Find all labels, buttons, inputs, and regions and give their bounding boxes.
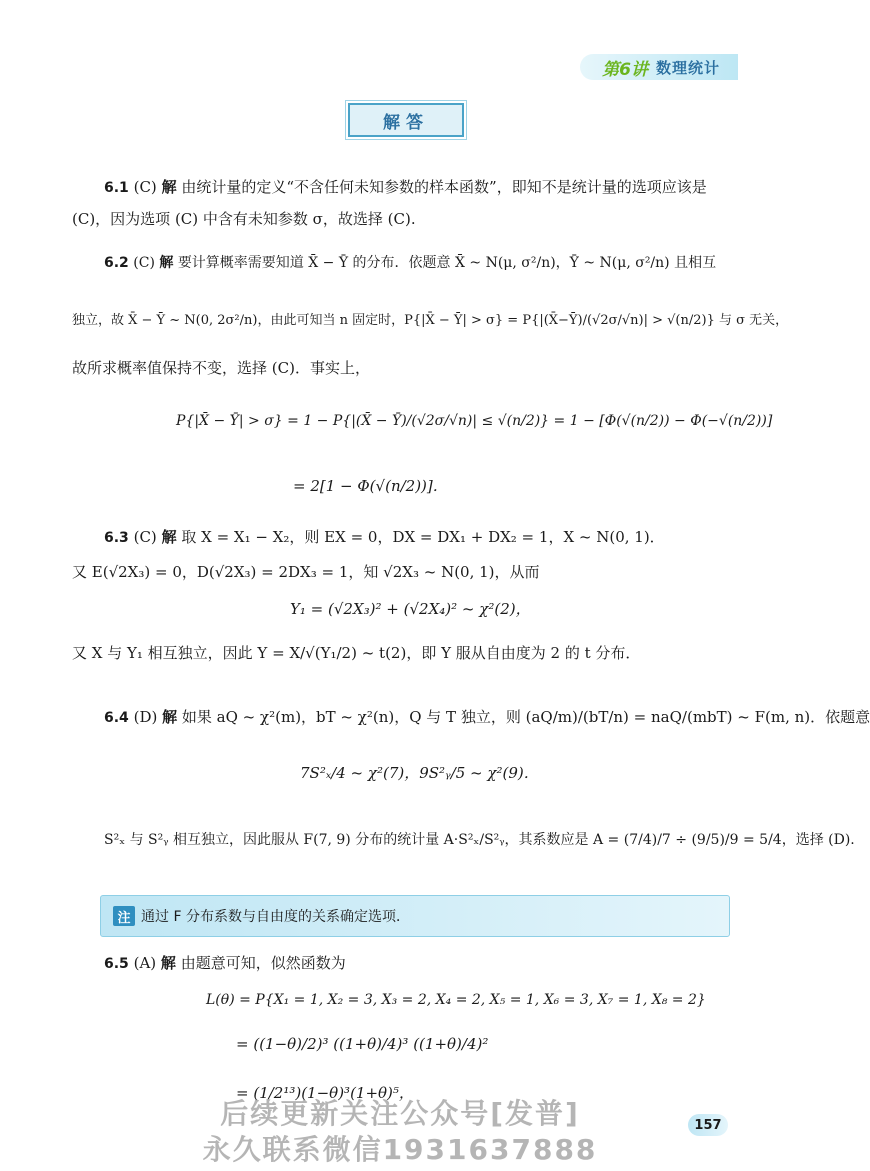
answer-6-4-line-1 (104, 707, 870, 728)
answer-6-4-number: 6.4 (104, 710, 129, 726)
answer-6-1-jie: 解 (161, 178, 177, 196)
answer-6-3-line-2: 又 E(√2X₃) = 0，D(√2X₃) = 2DX₃ = 1，知 √2X₃ ~ N(0, 1)，从而 (72, 563, 540, 581)
note-text: 通过 F 分布系数与自由度的关系确定选项． (141, 909, 410, 925)
answer-6-3-line-1 (104, 527, 665, 548)
answer-6-5-line-1 (104, 953, 346, 974)
answer-6-2-choice: (C) (133, 255, 155, 271)
answer-6-1-line-2: (C)，因为选项 (C) 中含有未知参数 σ，故选择 (C). (72, 210, 416, 228)
watermark-line-2: 永久联系微信1931637888 (202, 1133, 598, 1166)
answer-6-1-line-1 (104, 177, 707, 198)
answer-6-5-number: 6.5 (104, 956, 129, 972)
answer-6-2-text-1: 要计算概率需要知道 X̄ − Ȳ 的分布．依题意 X̄ ~ N(μ, σ²/n)，Ȳ ~ N(μ, σ²/n) 且相互 (177, 255, 717, 271)
answer-6-1-choice: (C) (133, 178, 157, 196)
page-number: 157 (688, 1114, 728, 1136)
answer-6-5-choice: (A) (133, 954, 157, 972)
answer-6-4-jie: 解 (162, 708, 178, 726)
answer-6-2-line-3: 故所求概率值保持不变，选择 (C)．事实上， (72, 359, 370, 377)
answer-6-3-jie: 解 (161, 528, 177, 546)
answer-6-3-line-3: 又 X 与 Y₁ 相互独立，因此 Y = X/√(Y₁/2) ~ t(2)，即 Y 服从自由度为 2 的 t 分布． (72, 644, 641, 662)
answer-6-5-equation-2: = ((1−θ)/2)³ ((1+θ)/4)³ ((1+θ)/4)² (236, 1035, 489, 1053)
lecture-label: 第6讲 (602, 59, 648, 80)
header-tab (580, 54, 738, 80)
answer-6-1-number: 6.1 (104, 180, 129, 196)
answer-6-4-choice: (D) (133, 708, 158, 726)
answer-6-5-jie: 解 (160, 954, 176, 972)
answer-6-4-equation-1: 7S²ₓ/4 ~ χ²(7)，9S²ᵧ/5 ~ χ²(9)． (300, 764, 539, 782)
answer-6-2-line-1 (104, 253, 716, 273)
answer-6-2-jie: 解 (159, 255, 174, 271)
answer-6-5-equation-3: = (1/2¹³)(1−θ)³(1+θ)⁵， (236, 1084, 414, 1102)
answer-6-3-choice: (C) (133, 528, 157, 546)
answer-6-3-equation-1: Y₁ = (√2X₃)² + (√2X₄)² ~ χ²(2)， (290, 600, 531, 618)
answer-6-2-equation-1: P{|X̄ − Ȳ| > σ} = 1 − P{|(X̄ − Ȳ)/(√2σ/√n)| ≤ √(n/2)} = 1 − [Φ(√(n/2)) − Φ(−√(n/2))] (176, 413, 773, 429)
answer-6-4-line-2: S²ₓ 与 S²ᵧ 相互独立，因此服从 F(7, 9) 分布的统计量 A·S²ₓ/S²ᵧ，其系数应是 A = (7/4)/7 ÷ (9/5)/9 = 5/4，选择 (D). (104, 832, 855, 848)
answer-6-3-number: 6.3 (104, 530, 129, 546)
subject-label: 数理统计 (655, 58, 720, 77)
answer-6-2-equation-2: = 2[1 − Φ(√(n/2))]． (293, 477, 448, 495)
note-bar (100, 895, 730, 937)
watermark-line-1: 后续更新关注公众号[发普] (220, 1097, 580, 1130)
section-title: 解答 (348, 103, 464, 137)
answer-6-5-text-1: 由题意可知，似然函数为 (180, 954, 346, 972)
note-tag: 注 (113, 906, 135, 926)
answer-6-1-text-1: 由统计量的定义“不含任何未知参数的样本函数”，即知不是统计量的选项应该是 (181, 178, 707, 196)
answer-6-3-text-1: 取 X = X₁ − X₂，则 EX = 0，DX = DX₁ + DX₂ = 1，X ~ N(0, 1)． (181, 528, 665, 546)
answer-6-2-line-2: 独立，故 X̄ − Ȳ ~ N(0, 2σ²/n)，由此可知当 n 固定时，P{|X̄ − Ȳ| > σ} = P{|(X̄−Ȳ)/(√2σ/√n)| > √(n/2)} 与 σ 无关， (72, 313, 789, 328)
answer-6-2-number: 6.2 (104, 255, 129, 271)
answer-6-5-equation-1: L(θ) = P{X₁ = 1, X₂ = 3, X₃ = 2, X₄ = 2, X₅ = 1, X₆ = 3, X₇ = 1, X₈ = 2} (206, 992, 706, 1008)
answer-6-4-text-1: 如果 aQ ~ χ²(m)，bT ~ χ²(n)，Q 与 T 独立，则 (aQ/m)/(bT/n) = naQ/(mbT) ~ F(m, n)．依题意 (181, 708, 870, 726)
